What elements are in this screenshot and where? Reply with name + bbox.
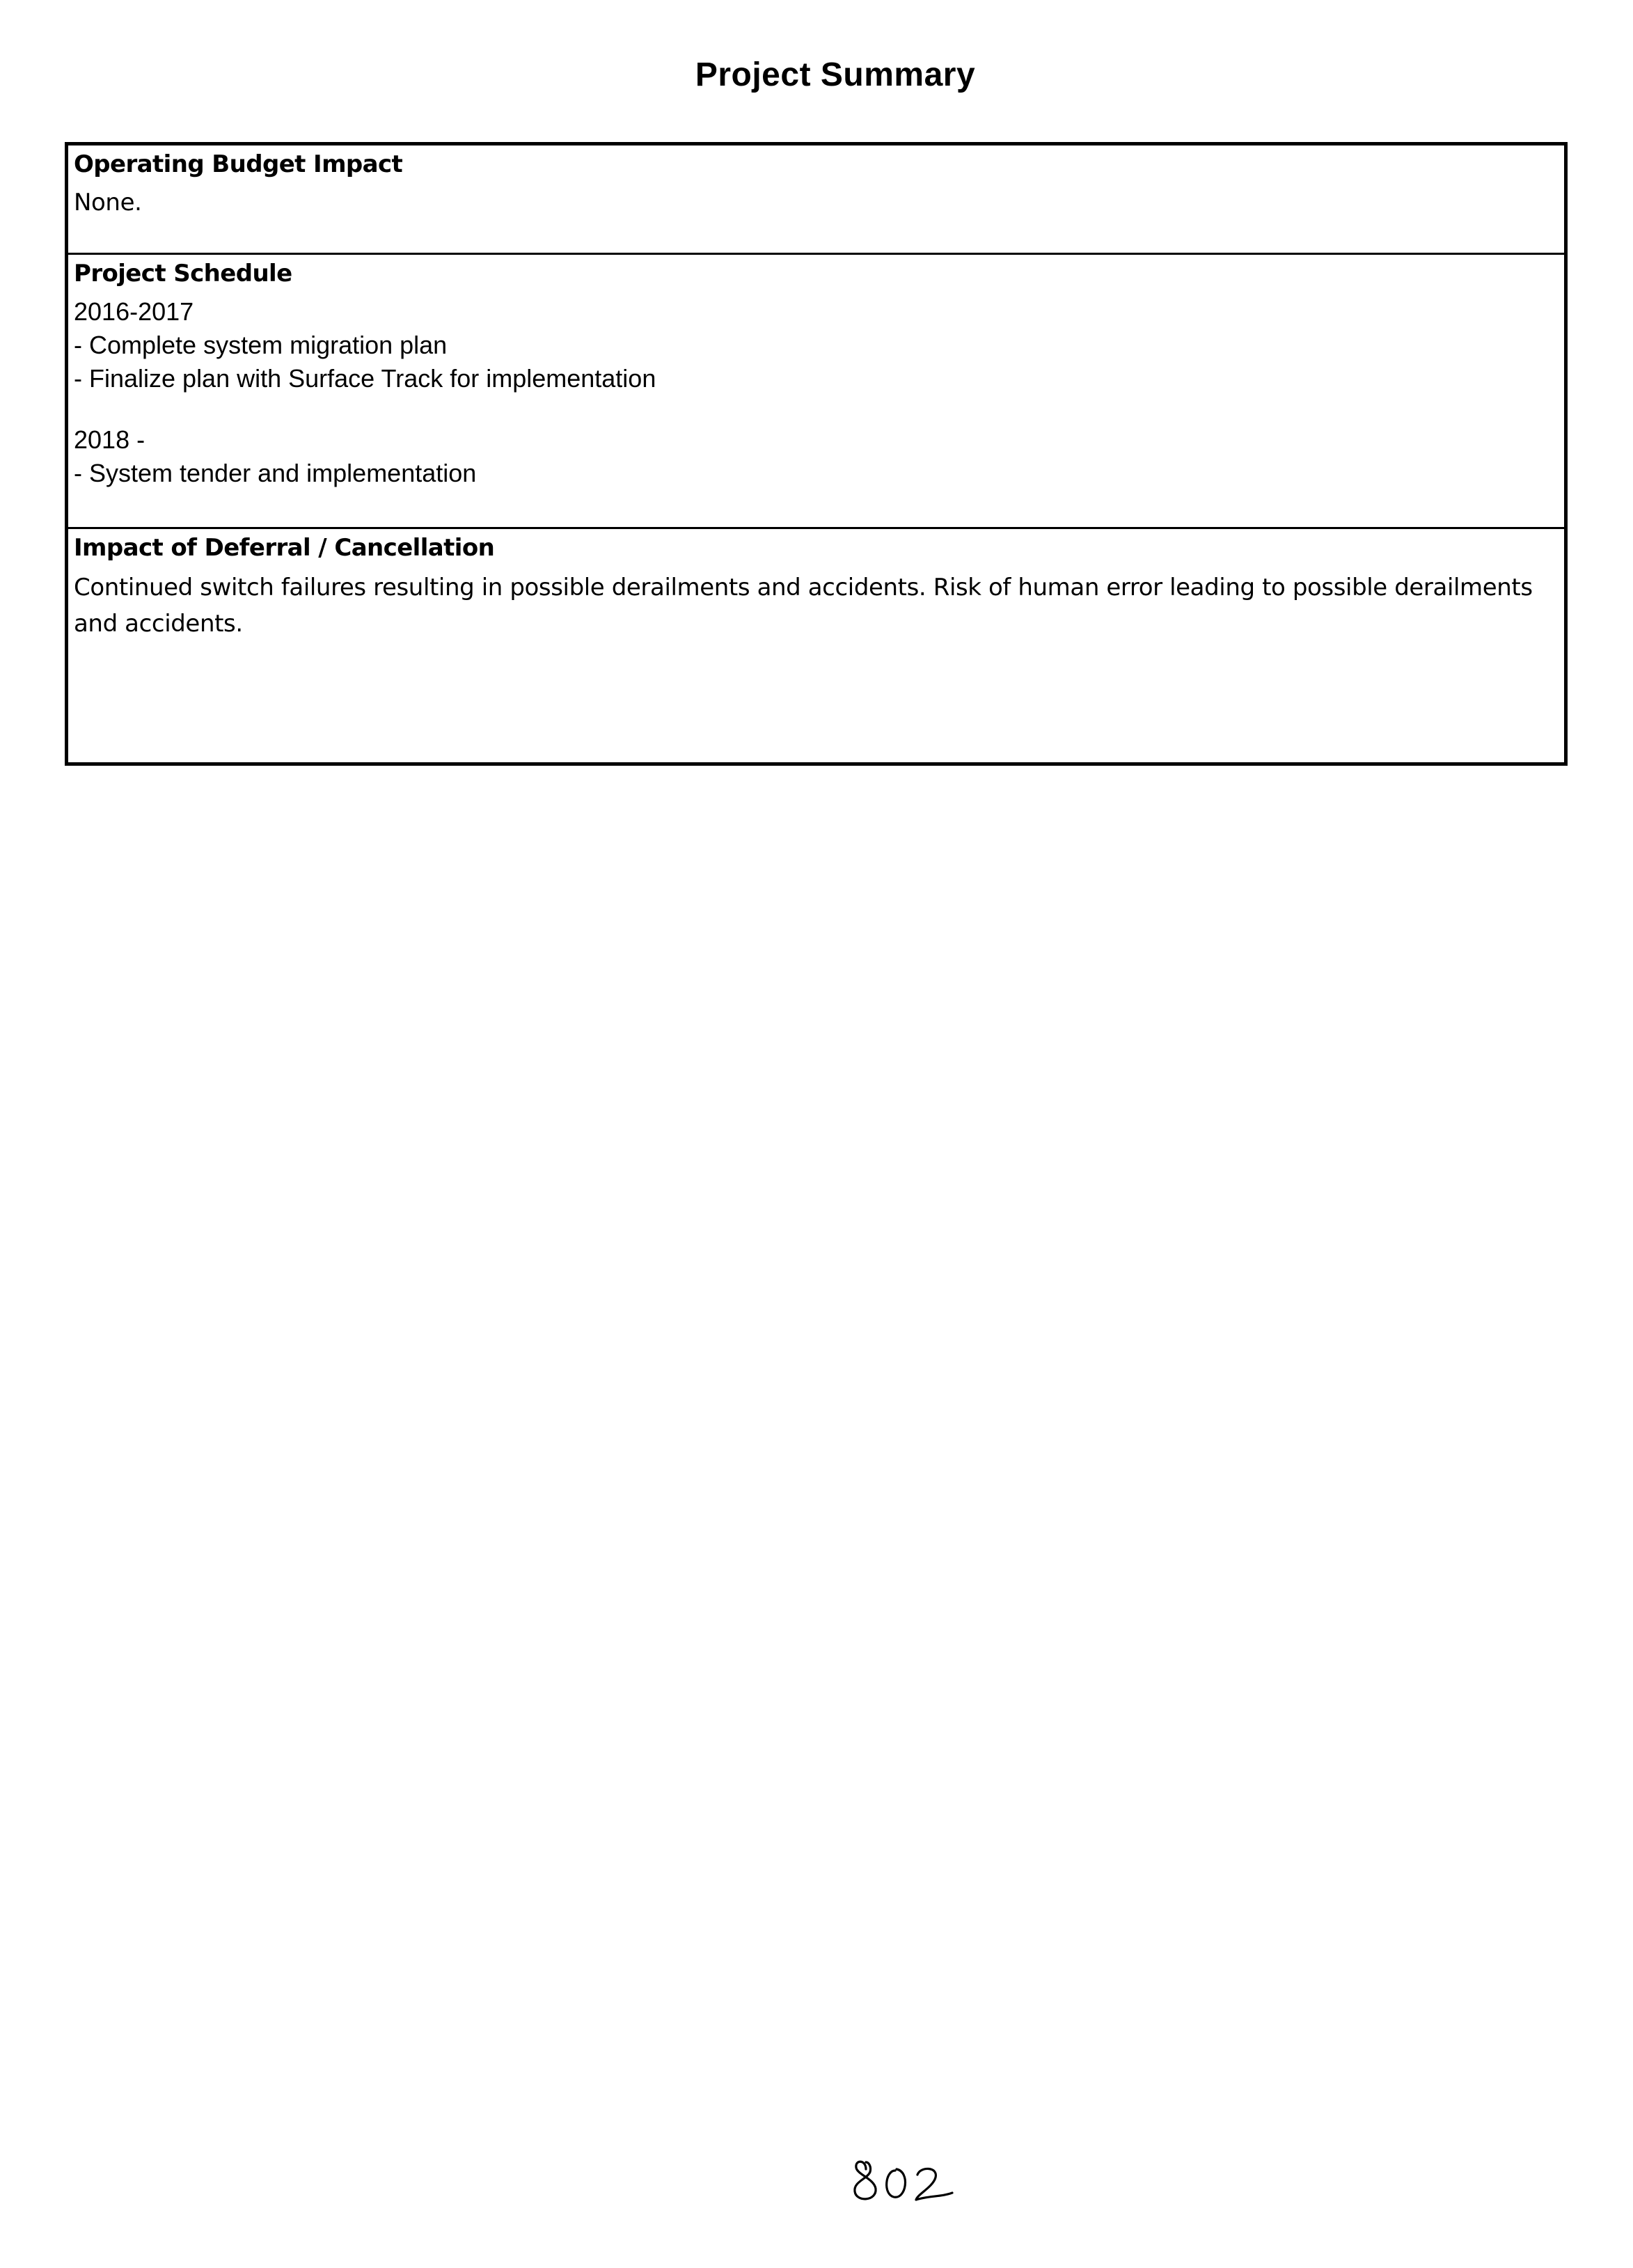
operating-budget-section — [68, 145, 1564, 253]
schedule-item: - System tender and implementation — [74, 459, 477, 487]
schedule-item: - Finalize plan with Surface Track for implementation — [74, 364, 656, 393]
impact-deferral-heading: Impact of Deferral / Cancellation — [74, 534, 495, 562]
schedule-list — [74, 295, 1550, 490]
project-schedule-heading: Project Schedule — [74, 260, 292, 288]
impact-deferral-text: Continued switch failures resulting in possible derailments and accidents. Risk of human error leading to possible derailments and accidents. — [74, 574, 1533, 638]
schedule-period-2018: 2018 - — [74, 425, 145, 454]
impact-deferral-section — [68, 527, 1564, 762]
page-title: Project Summary — [695, 56, 976, 93]
schedule-period-2016-2017: 2016-2017 — [74, 297, 194, 326]
schedule-spacer — [74, 395, 1550, 423]
operating-budget-value: None. — [74, 189, 142, 216]
handwritten-page-number — [851, 2151, 969, 2221]
schedule-item: - Complete system migration plan — [74, 331, 448, 359]
project-schedule-section — [68, 253, 1564, 527]
operating-budget-heading: Operating Budget Impact — [74, 150, 403, 178]
project-summary-table — [65, 142, 1568, 766]
